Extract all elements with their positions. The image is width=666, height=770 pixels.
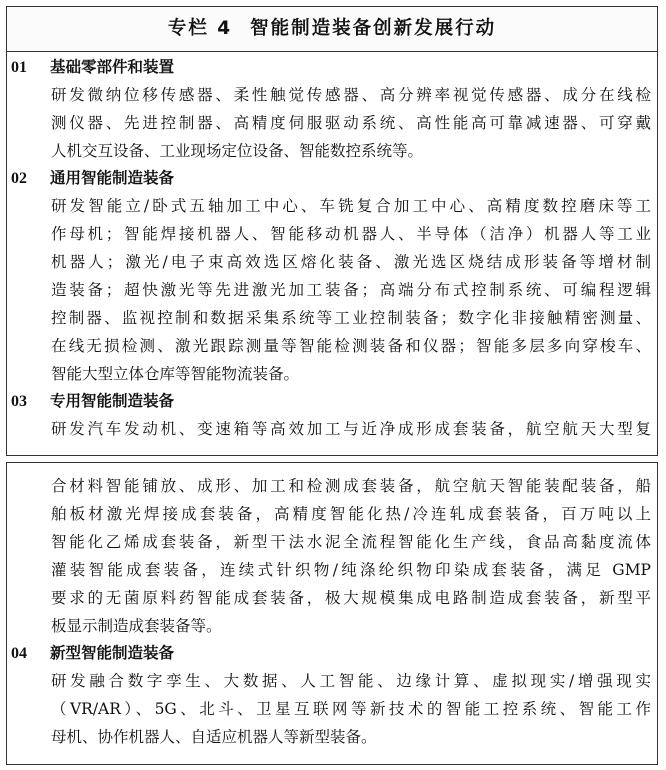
paragraph-line: 研发汽车发动机、变速箱等高效加工与近净成形成套装备，航空航天大型复 (51, 420, 651, 438)
column-title-label: 专栏 4 (167, 18, 233, 39)
paragraph-line: 造装备；超快激光等先进激光加工装备；高端分布式控制系统、可编程逻辑 (51, 281, 651, 299)
section-heading (7, 165, 657, 192)
paragraph-line: （VR/AR）、5G、北斗、卫星互联网等新技术的智能工控系统、智能工作 (51, 700, 651, 718)
paragraph-line: 研发融合数字孪生、大数据、人工智能、边缘计算、虚拟现实/增强现实 (51, 672, 651, 690)
section-number: 03 (11, 393, 27, 410)
paragraph-line: 人机交互设备、工业现场定位设备、智能数控系统等。 (51, 142, 424, 160)
paragraph-line: 舶板材激光焊接成套装备，高精度智能化热/冷连轧成套装备，百万吨以上 (51, 505, 651, 523)
section-04 (7, 640, 657, 751)
section-03-continued (7, 472, 657, 640)
section-title: 专用智能制造装备 (50, 392, 175, 410)
section-title: 基础零部件和装置 (50, 58, 175, 76)
section-number: 01 (11, 59, 27, 76)
paragraph-line: 研发微纳位移传感器、柔性触觉传感器、高分辨率视觉传感器、成分在线检 (51, 86, 651, 104)
section-heading (7, 54, 657, 81)
paragraph-line: 合材料智能铺放、成形、加工和检测成套装备，航空航天智能装配装备，船 (51, 477, 651, 495)
paragraph-line: 灌装智能成套装备，连续式针织物/纯涤纶织物印染成套装备，满足 GMP (51, 561, 651, 579)
section-heading (7, 640, 657, 667)
paragraph-line: 机器人；激光/电子束高效选区熔化装备、激光选区烧结成形装备等增材制 (51, 253, 651, 271)
column-title (7, 7, 657, 52)
column-box-part-2 (6, 462, 658, 765)
column-box-part-1 (6, 6, 658, 456)
paragraph-line: 要求的无菌原料药智能成套装备，极大规模集成电路制造成套装备，新型平 (51, 589, 651, 607)
paragraph-line: 智能大型立体仓库等智能物流装备。 (51, 365, 300, 383)
section-title: 新型智能制造装备 (50, 644, 175, 662)
paragraph-line: 板显示制造成套装备等。 (51, 617, 222, 635)
paragraph-line: 研发智能立/卧式五轴加工中心、车铣复合加工中心、高精度数控磨床等工 (51, 197, 651, 215)
paragraph-line: 控制器、监视控制和数据采集系统等工业控制装备；数字化非接触精密测量、 (51, 309, 651, 327)
paragraph-line: 作母机；智能焊接机器人、智能移动机器人、半导体（洁净）机器人等工业 (51, 225, 651, 243)
section-title: 通用智能制造装备 (50, 169, 175, 187)
section-number: 04 (11, 645, 27, 662)
section-01 (7, 54, 657, 165)
paragraph-line: 测仪器、先进控制器、高精度伺服驱动系统、高性能高可靠减速器、可穿戴 (51, 114, 651, 132)
paragraph-line: 智能化乙烯成套装备，新型干法水泥全流程智能化生产线，食品高黏度流体 (51, 533, 651, 551)
column-title-text: 智能制造装备创新发展行动 (250, 18, 497, 39)
section-02 (7, 165, 657, 388)
section-03 (7, 388, 657, 443)
section-number: 02 (11, 170, 27, 187)
section-heading (7, 388, 657, 415)
paragraph-line: 母机、协作机器人、自适应机器人等新型装备。 (51, 728, 377, 746)
paragraph-line: 在线无损检测、激光跟踪测量等智能检测装备和仪器；智能多层多向穿梭车、 (51, 337, 651, 355)
